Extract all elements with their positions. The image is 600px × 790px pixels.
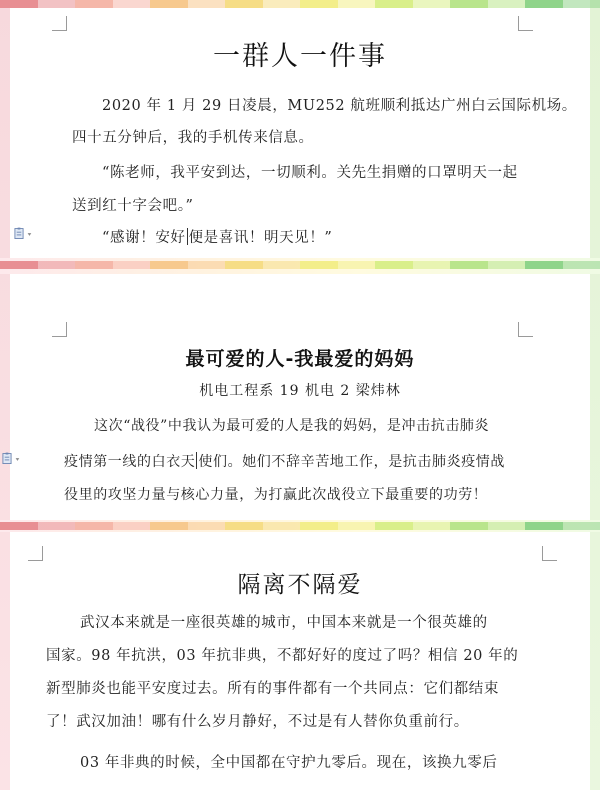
paragraph-line: 这次“战役”中我认为最可爱的人是我的妈妈，是冲击抗击肺炎 (94, 418, 490, 434)
stripe-segment (563, 0, 600, 8)
stripe-segment (225, 0, 263, 8)
stripe-segment (525, 522, 563, 530)
page-edge-left (0, 0, 10, 790)
paragraph-line: 武汉本来就是一座很英雄的城市，中国本来就是一个很英雄的 (80, 615, 488, 631)
document-page-2 (10, 274, 590, 520)
text-segment: 疫情第一线的白衣天 (64, 454, 196, 470)
paragraph-line-with-cursor (102, 226, 332, 247)
text-segment: 便是喜讯！明天见！” (188, 230, 333, 246)
stripe-segment (188, 522, 226, 530)
stripe-segment (488, 0, 526, 8)
decorative-stripe-top (0, 0, 600, 8)
stripe-segment (263, 261, 301, 269)
stripe-segment (113, 261, 151, 269)
document-page-3 (10, 532, 590, 790)
stripe-segment (0, 261, 38, 269)
paste-options-icon[interactable] (14, 227, 34, 241)
stripe-segment (413, 261, 451, 269)
stripe-segment (0, 0, 38, 8)
paragraph-line: 国家。98 年抗洪，03 年抗非典，不都好好的度过了吗？相信 20 年的 (46, 648, 519, 664)
stripe-segment (450, 261, 488, 269)
stripe-segment (188, 0, 226, 8)
document-page-1 (10, 8, 590, 258)
stripe-segment (263, 0, 301, 8)
crop-mark-top-right (518, 322, 533, 337)
paragraph-line: 四十五分钟后，我的手机传来信息。 (72, 130, 314, 146)
paste-options-icon[interactable] (2, 452, 22, 466)
paragraph-line: 03 年非典的时候，全中国都在守护九零后。现在，该换九零后 (80, 755, 498, 771)
stripe-segment (300, 0, 338, 8)
stripe-segment (338, 0, 376, 8)
stripe-segment (338, 522, 376, 530)
stripe-segment (188, 261, 226, 269)
stripe-segment (38, 0, 76, 8)
crop-mark-top-left (28, 546, 43, 561)
stripe-segment (300, 522, 338, 530)
stripe-segment (450, 0, 488, 8)
page-edge-right (590, 0, 600, 790)
stripe-segment (488, 522, 526, 530)
paragraph-line: 送到红十字会吧。” (72, 198, 194, 214)
stripe-segment (150, 522, 188, 530)
stripe-segment (263, 522, 301, 530)
paragraph-line: 役里的攻坚力量与核心力量，为打赢此次战役立下最重要的功劳！ (64, 487, 488, 503)
stripe-segment (375, 0, 413, 8)
stripe-segment (113, 522, 151, 530)
page-title: 一群人一件事 (213, 41, 387, 72)
stripe-segment (488, 261, 526, 269)
text-segment: 使们。她们不辞辛苦地工作，是抗击肺炎疫情战 (198, 454, 506, 470)
stripe-segment (150, 0, 188, 8)
page-title: 隔离不隔爱 (237, 572, 363, 598)
decorative-stripe (0, 522, 600, 530)
stripe-segment (38, 522, 76, 530)
stripe-segment (150, 261, 188, 269)
stripe-segment (525, 261, 563, 269)
stripe-segment (75, 522, 113, 530)
page-title: 最可爱的人-我最爱的妈妈 (185, 348, 415, 370)
author-line: 机电工程系 19 机电 2 梁炜林 (199, 383, 401, 399)
stripe-segment (375, 261, 413, 269)
paragraph-line: 新型肺炎也能平安度过去。所有的事件都有一个共同点：它们都结束 (46, 681, 499, 697)
stripe-segment (75, 0, 113, 8)
stripe-segment (563, 522, 600, 530)
decorative-stripe (0, 261, 600, 269)
stripe-segment (413, 0, 451, 8)
stripe-segment (75, 261, 113, 269)
stripe-segment (300, 261, 338, 269)
stripe-segment (225, 261, 263, 269)
stripe-segment (113, 0, 151, 8)
stripe-segment (338, 261, 376, 269)
stripe-segment (525, 0, 563, 8)
stripe-segment (450, 522, 488, 530)
stripe-segment (38, 261, 76, 269)
paragraph-line: “陈老师，我平安到达，一切顺利。关先生捐赠的口罩明天一起 (102, 165, 518, 181)
text-cursor (187, 228, 188, 245)
stripe-segment (225, 522, 263, 530)
paragraph-line: 2020 年 1 月 29 日凌晨，MU252 航班顺利抵达广州白云国际机场。 (102, 98, 577, 114)
crop-mark-top-right (542, 546, 557, 561)
crop-mark-top-left (52, 16, 67, 31)
stripe-segment (563, 261, 600, 269)
paragraph-line: 了！武汉加油！哪有什么岁月静好，不过是有人替你负重前行。 (46, 714, 469, 730)
stripe-segment (0, 522, 38, 530)
crop-mark-top-right (518, 16, 533, 31)
stripe-segment (375, 522, 413, 530)
paragraph-line-with-cursor (64, 451, 505, 471)
text-segment: “感谢！安好 (102, 230, 186, 246)
crop-mark-top-left (52, 322, 67, 337)
stripe-segment (413, 522, 451, 530)
